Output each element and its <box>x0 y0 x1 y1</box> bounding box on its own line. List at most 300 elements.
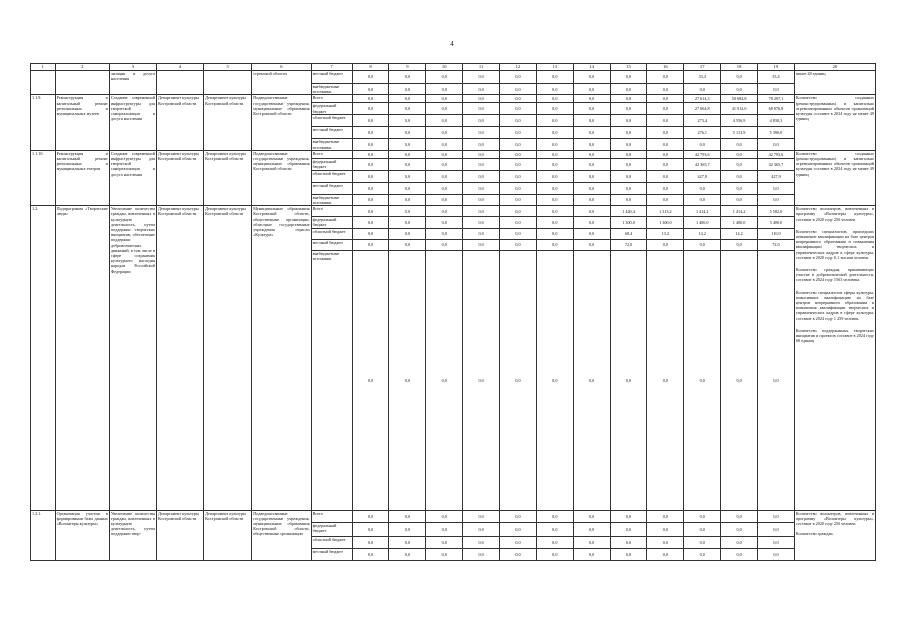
executor-cell <box>156 71 203 95</box>
funding-source-cell: областной бюджет <box>311 115 352 127</box>
funding-source-cell: федеральный бюджет <box>311 158 352 170</box>
value-cell: 0,0 <box>500 510 537 522</box>
value-cell: 0,0 <box>500 95 537 103</box>
value-cell: 0,0 <box>352 127 389 139</box>
col-header: 9 <box>389 64 426 71</box>
value-cell: 1 414,2 <box>684 206 721 217</box>
value-cell: 0,0 <box>721 71 758 84</box>
value-cell: 0,0 <box>647 510 684 522</box>
value-cell: 0,0 <box>610 548 647 560</box>
funding-source-cell: федеральный бюджет <box>311 522 352 536</box>
value-cell: 0,0 <box>758 194 795 205</box>
value-cell: 0,0 <box>389 182 426 194</box>
value-cell: 0,0 <box>536 250 573 510</box>
value-cell: 0,0 <box>610 158 647 170</box>
value-cell: 0,0 <box>610 139 647 150</box>
value-cell: 0,0 <box>426 239 463 250</box>
col-header: 7 <box>311 64 352 71</box>
value-cell: 0,0 <box>500 71 537 84</box>
value-cell: 0,0 <box>536 239 573 250</box>
value-cell: 0,0 <box>389 158 426 170</box>
value-cell: 1 400,0 <box>684 217 721 228</box>
value-cell: 0,0 <box>426 182 463 194</box>
table-row <box>31 510 876 522</box>
value-cell: 0,0 <box>463 522 500 536</box>
funding-source-cell: внебюджетные источники <box>311 139 352 150</box>
value-cell: 0,0 <box>463 71 500 84</box>
executor-cell: Департамент культуры Костромской области <box>156 95 203 150</box>
value-cell: 0,0 <box>573 228 610 239</box>
value-cell: 0,0 <box>352 217 389 228</box>
value-cell: 0,0 <box>758 139 795 150</box>
value-cell: 0,0 <box>352 71 389 84</box>
value-cell: 0,0 <box>573 170 610 182</box>
col-header: 4 <box>156 64 203 71</box>
col-header: 19 <box>758 64 795 71</box>
value-cell: 0,0 <box>352 250 389 510</box>
value-cell: 0,0 <box>426 71 463 84</box>
value-cell: 0,0 <box>573 115 610 127</box>
value-cell: 0,0 <box>647 548 684 560</box>
value-cell: 0,0 <box>721 522 758 536</box>
value-cell: 0,0 <box>573 250 610 510</box>
value-cell: 72,0 <box>758 239 795 250</box>
value-cell: 0,0 <box>352 182 389 194</box>
funding-source-cell: местный бюджет <box>311 127 352 139</box>
col-header: 8 <box>352 64 389 71</box>
value-cell: 0,0 <box>536 548 573 560</box>
result-paragraph: Количество граждан, принимающих участие в добровольческой деятельности, составит в 2024 году 1563 человека. <box>795 267 874 283</box>
value-cell: 0,0 <box>758 536 795 548</box>
value-cell: 0,0 <box>389 71 426 84</box>
value-cell: 0,0 <box>721 194 758 205</box>
value-cell: 276,1 <box>684 127 721 139</box>
value-cell: 0,0 <box>721 548 758 560</box>
result-cell: Количество созданных (реконструированных) и капитально отремонтированных объектов организаций культуры составит в 2024 году не менее 49 единиц <box>794 95 875 150</box>
value-cell: 0,0 <box>500 194 537 205</box>
funding-source-cell: внебюджетные источники <box>311 194 352 205</box>
col-header: 20 <box>794 64 875 71</box>
value-cell: 0,0 <box>536 71 573 84</box>
value-cell: 0,0 <box>352 522 389 536</box>
value-cell: 0,0 <box>647 103 684 115</box>
value-cell: 0,0 <box>684 84 721 95</box>
value-cell: 0,0 <box>536 127 573 139</box>
value-cell: 0,0 <box>573 217 610 228</box>
value-cell: 5 400,0 <box>758 217 795 228</box>
result-cell: менее 28 единиц <box>794 71 875 95</box>
value-cell: 0,0 <box>426 95 463 103</box>
value-cell: 0,0 <box>500 115 537 127</box>
row-number-cell <box>31 71 56 95</box>
value-cell: 0,0 <box>463 139 500 150</box>
col-header: 11 <box>463 64 500 71</box>
funding-source-cell: местный бюджет <box>311 239 352 250</box>
value-cell: 68,4 <box>610 228 647 239</box>
funding-source-cell: Всего <box>311 510 352 522</box>
value-cell: 0,0 <box>721 150 758 158</box>
value-cell: 0,0 <box>610 170 647 182</box>
value-cell: 78 297,1 <box>758 95 795 103</box>
value-cell: 0,0 <box>500 139 537 150</box>
value-cell: 68 076,8 <box>758 103 795 115</box>
value-cell: 0,0 <box>500 182 537 194</box>
value-cell: 0,0 <box>573 206 610 217</box>
funding-source-cell: внебюджетные источники <box>311 84 352 95</box>
value-cell: 0,0 <box>352 150 389 158</box>
value-cell: 0,0 <box>721 510 758 522</box>
value-cell: 427,9 <box>758 170 795 182</box>
value-cell: 0,0 <box>389 127 426 139</box>
coexecutor-cell: Департамент культуры Костромской области <box>204 510 252 560</box>
value-cell: 0,0 <box>721 139 758 150</box>
funding-source-cell: местный бюджет <box>311 182 352 194</box>
col-header: 15 <box>610 64 647 71</box>
value-cell: 0,0 <box>610 250 647 510</box>
value-cell: 0,0 <box>721 182 758 194</box>
value-cell: 0,0 <box>463 158 500 170</box>
value-cell: 0,0 <box>389 217 426 228</box>
value-cell: 0,0 <box>500 217 537 228</box>
value-cell: 72,0 <box>610 239 647 250</box>
coexecutor-cell: Департамент культуры Костромской области <box>204 206 252 510</box>
funding-source-cell: областной бюджет <box>311 170 352 182</box>
row-number-cell: 1.1.10. <box>31 150 56 205</box>
value-cell: 1 440,4 <box>610 206 647 217</box>
value-cell: 0,0 <box>573 522 610 536</box>
value-cell: 0,0 <box>573 194 610 205</box>
value-cell: 0,0 <box>536 84 573 95</box>
value-cell: 0,0 <box>647 194 684 205</box>
value-cell: 0,0 <box>684 548 721 560</box>
value-cell: 0,0 <box>610 95 647 103</box>
goal-cell: Увеличение количества граждан, вовлеченных в культурную деятельность, путем поддержки твор- <box>109 510 156 560</box>
value-cell: 0,0 <box>610 127 647 139</box>
result-cell <box>794 510 875 560</box>
value-cell: 0,0 <box>463 217 500 228</box>
value-cell: 0,0 <box>389 139 426 150</box>
value-cell: 27 614,3 <box>684 95 721 103</box>
table-row <box>31 206 876 217</box>
value-cell: 0,0 <box>426 84 463 95</box>
value-cell: 0,0 <box>500 206 537 217</box>
value-cell: 0,0 <box>610 150 647 158</box>
value-cell: 0,0 <box>463 103 500 115</box>
value-cell: 0,0 <box>647 139 684 150</box>
value-cell: 0,0 <box>463 206 500 217</box>
value-cell: 0,0 <box>684 536 721 548</box>
value-cell: 0,0 <box>647 250 684 510</box>
value-cell: 0,0 <box>352 139 389 150</box>
value-cell: 0,0 <box>352 239 389 250</box>
value-cell: 0,0 <box>573 239 610 250</box>
value-cell: 0,0 <box>684 522 721 536</box>
table-row <box>31 71 876 84</box>
value-cell: 0,0 <box>536 228 573 239</box>
value-cell: 0,0 <box>426 228 463 239</box>
value-cell: 0,0 <box>647 239 684 250</box>
row-number-cell: 1.2.1. <box>31 510 56 560</box>
value-cell: 0,0 <box>426 522 463 536</box>
value-cell: 0,0 <box>610 103 647 115</box>
value-cell: 0,0 <box>389 84 426 95</box>
recipient-cell: Муниципальные образования Костромской области, общественные организации, областные государственные учреждения отрасли «Культура» <box>252 206 311 510</box>
value-cell: 0,0 <box>463 536 500 548</box>
value-cell: 0,0 <box>721 170 758 182</box>
value-cell: 0,0 <box>573 71 610 84</box>
value-cell: 0,0 <box>573 548 610 560</box>
column-number-row <box>31 64 876 71</box>
value-cell: 0,0 <box>352 84 389 95</box>
value-cell: 0,0 <box>500 228 537 239</box>
funding-source-cell: областной бюджет <box>311 536 352 548</box>
value-cell: 14,2 <box>684 228 721 239</box>
value-cell: 0,0 <box>426 510 463 522</box>
value-cell: 110,0 <box>758 228 795 239</box>
value-cell: 0,0 <box>500 103 537 115</box>
value-cell: 427,9 <box>684 170 721 182</box>
value-cell: 0,0 <box>463 170 500 182</box>
result-paragraph: Количество поддержанных творческих инициатив и проектов составит в 2024 году 68 единиц <box>795 327 874 344</box>
table-row <box>31 95 876 103</box>
value-cell: 4 830,3 <box>758 115 795 127</box>
value-cell: 0,0 <box>426 217 463 228</box>
value-cell: 0,0 <box>536 536 573 548</box>
col-header: 12 <box>500 64 537 71</box>
value-cell: 0,0 <box>536 182 573 194</box>
value-cell: 0,0 <box>463 115 500 127</box>
value-cell: 0,0 <box>536 217 573 228</box>
col-header: 3 <box>109 64 156 71</box>
value-cell: 0,0 <box>573 150 610 158</box>
value-cell: 0,0 <box>426 139 463 150</box>
value-cell: 0,0 <box>647 127 684 139</box>
value-cell: 0,0 <box>647 71 684 84</box>
value-cell: 0,0 <box>352 158 389 170</box>
col-header: 18 <box>721 64 758 71</box>
value-cell: 0,0 <box>389 536 426 548</box>
value-cell: 0,0 <box>610 536 647 548</box>
value-cell: 0,0 <box>426 536 463 548</box>
funding-source-cell: областной бюджет <box>311 228 352 239</box>
value-cell: 4 556,9 <box>721 115 758 127</box>
value-cell: 0,0 <box>463 127 500 139</box>
value-cell: 42 793,6 <box>758 150 795 158</box>
col-header: 17 <box>684 64 721 71</box>
value-cell: 0,0 <box>573 182 610 194</box>
table-row <box>31 150 876 158</box>
value-cell: 0,0 <box>647 182 684 194</box>
value-cell: 0,0 <box>389 510 426 522</box>
value-cell: 0,0 <box>426 548 463 560</box>
funding-source-cell: внебюджетные источники <box>311 250 352 510</box>
value-cell: 273,4 <box>684 115 721 127</box>
recipient-cell: Подведомственные государственные учреждения, муниципальные образования Костромской области <box>252 150 311 205</box>
measure-name-cell: Реконструкция и капитальный ремонт региональных и муниципальных театров <box>55 150 109 205</box>
value-cell: 0,0 <box>573 84 610 95</box>
value-cell: 0,0 <box>426 194 463 205</box>
executor-cell: Департамент культуры Костромской области <box>156 510 203 560</box>
page-number: 4 <box>450 40 454 48</box>
value-cell: 0,0 <box>463 194 500 205</box>
value-cell: 0,0 <box>426 150 463 158</box>
value-cell: 0,0 <box>500 84 537 95</box>
value-cell: 0,0 <box>721 239 758 250</box>
value-cell: 33,4 <box>758 71 795 84</box>
value-cell: 0,0 <box>389 250 426 510</box>
funding-source-cell: местный бюджет <box>311 548 352 560</box>
value-cell: 27 064,8 <box>684 103 721 115</box>
value-cell: 1 414,2 <box>721 206 758 217</box>
value-cell: 0,0 <box>389 548 426 560</box>
value-cell: 0,0 <box>352 548 389 560</box>
value-cell: 0,0 <box>426 158 463 170</box>
value-cell: 1 313,2 <box>647 206 684 217</box>
value-cell: 0,0 <box>758 250 795 510</box>
value-cell: 0,0 <box>389 150 426 158</box>
value-cell: 0,0 <box>463 182 500 194</box>
result-cell <box>794 206 875 510</box>
recipient-cell: стромской области <box>252 71 311 95</box>
col-header: 14 <box>573 64 610 71</box>
value-cell: 0,0 <box>500 536 537 548</box>
value-cell: 0,0 <box>500 127 537 139</box>
col-header: 5 <box>204 64 252 71</box>
value-cell: 0,0 <box>610 522 647 536</box>
value-cell: 0,0 <box>573 127 610 139</box>
value-cell: 0,0 <box>684 250 721 510</box>
coexecutor-cell <box>204 71 252 95</box>
measure-name-cell: Реконструкция и капитальный ремонт региональных и муниципальных музеев <box>55 95 109 150</box>
value-cell: 0,0 <box>536 103 573 115</box>
value-cell: 0,0 <box>500 150 537 158</box>
value-cell: 0,0 <box>536 158 573 170</box>
value-cell: 0,0 <box>500 158 537 170</box>
result-paragraph: Количество специалистов, прошедших повышение квалификации на базе центров непрерывного образования и повышения квалификации творческих и управленческих кадров в сфере культуры, составит в 2020 году 0,1 тысячи человек. <box>795 228 874 260</box>
value-cell: 0,0 <box>647 522 684 536</box>
value-cell: 0,0 <box>389 228 426 239</box>
value-cell: 0,0 <box>463 548 500 560</box>
value-cell: 0,0 <box>610 194 647 205</box>
value-cell: 33,4 <box>684 71 721 84</box>
recipient-cell: Подведомственные государственные учреждения, муниципальные образования Костромской области, общественные организации <box>252 510 311 560</box>
value-cell: 0,0 <box>352 170 389 182</box>
value-cell: 0,0 <box>721 250 758 510</box>
value-cell: 0,0 <box>684 139 721 150</box>
value-cell: 0,0 <box>389 194 426 205</box>
result-paragraph: Количество специалистов сферы культуры, повысивших квалификацию на базе центров непрерывного образования и повышения квалификации творческих и управленческих кадров в сфере культуры, составит в 2024 году 1 259 человек. <box>795 289 874 321</box>
executor-cell: Департамент культуры Костромской области <box>156 206 203 510</box>
value-cell: 0,0 <box>500 548 537 560</box>
executor-cell: Департамент культуры Костромской области <box>156 150 203 205</box>
value-cell: 0,0 <box>573 158 610 170</box>
funding-source-cell: Всего <box>311 95 352 103</box>
value-cell: 0,0 <box>647 95 684 103</box>
value-cell: 0,0 <box>573 510 610 522</box>
value-cell: 0,0 <box>647 158 684 170</box>
value-cell: 0,0 <box>721 84 758 95</box>
value-cell: 0,0 <box>758 522 795 536</box>
value-cell: 0,0 <box>610 182 647 194</box>
value-cell: 0,0 <box>352 510 389 522</box>
value-cell: 0,0 <box>573 536 610 548</box>
funding-source-cell: местный бюджет <box>311 71 352 84</box>
goal-cell: Создание современной инфраструктуры для творческой самореализации и досуга населения <box>109 95 156 150</box>
value-cell: 42 365,7 <box>758 158 795 170</box>
value-cell: 0,0 <box>684 194 721 205</box>
value-cell: 0,0 <box>426 250 463 510</box>
value-cell: 0,0 <box>389 522 426 536</box>
value-cell: 41 012,0 <box>721 103 758 115</box>
value-cell: 0,0 <box>573 95 610 103</box>
goal-cell: лизации и досуга населения <box>109 71 156 95</box>
value-cell: 0,0 <box>610 84 647 95</box>
value-cell: 0,0 <box>610 115 647 127</box>
value-cell: 0,0 <box>536 206 573 217</box>
value-cell: 0,0 <box>500 250 537 510</box>
col-header: 1 <box>31 64 56 71</box>
measure-name-cell: Организация участия в формировании базы данных «Волонтеры культуры» <box>55 510 109 560</box>
measure-name-cell <box>55 71 109 95</box>
goal-cell: Создание современной инфраструктуры для творческой самореализации и досуга населения <box>109 150 156 205</box>
value-cell: 0,0 <box>536 194 573 205</box>
value-cell: 0,0 <box>573 139 610 150</box>
value-cell: 0,0 <box>389 115 426 127</box>
result-paragraph: Количество волонтеров, вовлеченных в программу «Волонтеры культуры», составит в 2020 году 250 человек. <box>795 510 874 527</box>
value-cell: 0,0 <box>389 103 426 115</box>
value-cell: 0,0 <box>536 95 573 103</box>
value-cell: 0,0 <box>536 510 573 522</box>
value-cell: 0,0 <box>426 115 463 127</box>
budget-table <box>30 63 876 561</box>
value-cell: 0,0 <box>647 84 684 95</box>
value-cell: 0,0 <box>389 206 426 217</box>
value-cell: 0,0 <box>536 522 573 536</box>
value-cell: 0,0 <box>500 522 537 536</box>
value-cell: 0,0 <box>352 228 389 239</box>
value-cell: 0,0 <box>721 536 758 548</box>
value-cell: 0,0 <box>758 510 795 522</box>
value-cell: 0,0 <box>463 84 500 95</box>
row-number-cell: 1.2. <box>31 206 56 510</box>
coexecutor-cell: Департамент культуры Костромской области <box>204 150 252 205</box>
col-header: 10 <box>426 64 463 71</box>
value-cell: 5 390,0 <box>758 127 795 139</box>
value-cell: 0,0 <box>684 510 721 522</box>
value-cell: 1 300,0 <box>647 217 684 228</box>
value-cell: 0,0 <box>389 170 426 182</box>
value-cell: 0,0 <box>610 71 647 84</box>
value-cell: 0,0 <box>536 150 573 158</box>
value-cell: 50 682,8 <box>721 95 758 103</box>
value-cell: 0,0 <box>536 170 573 182</box>
value-cell: 0,0 <box>352 95 389 103</box>
result-paragraph: Количество граждан, <box>795 531 834 537</box>
value-cell: 0,0 <box>463 250 500 510</box>
col-header: 2 <box>55 64 109 71</box>
value-cell: 0,0 <box>426 127 463 139</box>
value-cell: 0,0 <box>647 536 684 548</box>
recipient-cell: Подведомственные государственные учреждения, муниципальные образования Костромской области <box>252 95 311 150</box>
measure-name-cell: Подпрограмма «Творческие люди» <box>55 206 109 510</box>
value-cell: 0,0 <box>647 170 684 182</box>
value-cell: 0,0 <box>463 150 500 158</box>
value-cell: 0,0 <box>647 115 684 127</box>
value-cell: 0,0 <box>352 194 389 205</box>
value-cell: 0,0 <box>426 103 463 115</box>
value-cell: 0,0 <box>573 103 610 115</box>
col-header: 13 <box>536 64 573 71</box>
